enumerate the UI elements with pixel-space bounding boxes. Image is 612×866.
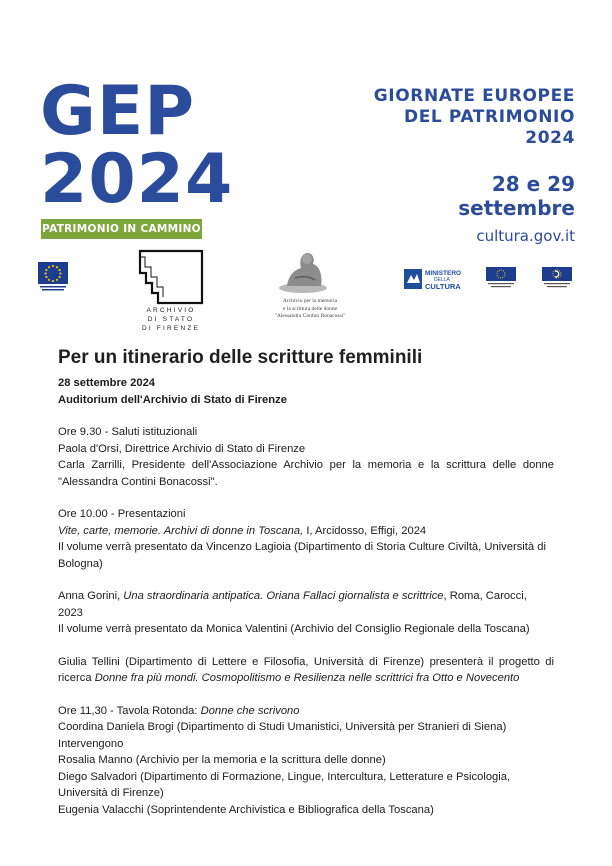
- dates-line-1: 28 e 29: [491, 172, 575, 196]
- series-title-line-2: DEL PATRIMONIO: [404, 107, 575, 127]
- series-title-line-3: 2024: [525, 128, 575, 148]
- event-series-title: [374, 86, 575, 149]
- archivio-stato-firenze-logo-icon: [137, 248, 205, 306]
- event-date: 28 settembre 2024: [58, 377, 156, 389]
- book-2-author: Anna Gorini,: [58, 590, 124, 602]
- session-1-speaker-2: Carla Zarrilli, Presidente dell'Associazione Archivio per la memoria e la scrittura delle donne "Alessandra Contini Bonacossi".: [58, 459, 554, 488]
- ministero-line-3: CULTURA: [425, 282, 461, 291]
- council-of-europe-icon: [542, 267, 572, 289]
- roundtable-title: Donne che scrivono: [200, 704, 300, 717]
- event-title: Per un itinerario delle scritture femminili: [58, 347, 423, 368]
- amsd-caption-line-3: "Alessandra Contini Bonacossi": [274, 313, 346, 319]
- gep-year: 2024: [40, 140, 234, 219]
- roundtable-participant-2: Diego Salvadori (Dipartimento di Formazione, Lingue, Intercultura, Letterature e Psicologia, Università di Firenze): [58, 770, 511, 799]
- amsd-caption-line-2: e la scrittura delle donne: [282, 305, 338, 312]
- research-project-title: Donne fra più mondi. Cosmopolitismo e Resilienza nelle scrittrici fra Otto e Novecento: [94, 672, 520, 684]
- theme-badge: PATRIMONIO IN CAMMINO: [41, 219, 202, 239]
- amsd-caption-line-1: Archivio per la memoria: [282, 298, 338, 304]
- asf-caption-line-3: DI FIRENZE: [141, 325, 201, 332]
- ministero-cultura-logo: [404, 267, 476, 291]
- book-1-title: Vite, carte, memorie. Archivi di donne in Toscana,: [58, 524, 304, 537]
- archivio-memoria-caption: [250, 298, 370, 321]
- research-project-intro: Giulia Tellini (Dipartimento di Lettere e Filosofia, Università di Firenze) presenterà il progetto di ricerca: [58, 655, 554, 684]
- event-venue: Auditorium dell'Archivio di Stato di Firenze: [58, 393, 287, 406]
- roundtable-coordinator: Coordina Daniela Brogi (Dipartimento di Studi Umanistici, Università per Stranieri di Siena): [58, 721, 507, 733]
- eu-flag-icon: [486, 267, 516, 289]
- book-2-title: Una straordinaria antipatica. Oriana Fallaci giornalista e scrittrice: [123, 590, 444, 602]
- asf-caption-line-2: DI STATO: [147, 316, 195, 323]
- gep-word: GEP: [40, 72, 196, 151]
- writing-woman-sculpture-icon: [277, 248, 329, 294]
- session-1-time: Ore 9.30 - Saluti istituzionali: [58, 426, 198, 438]
- book-1-reference: [58, 523, 554, 540]
- ministero-line-2: DELLA: [434, 277, 450, 283]
- asf-caption-line-1: ARCHIVIO: [146, 307, 196, 314]
- book-1-publisher: I, Arcidosso, Effigi, 2024: [303, 524, 427, 537]
- book-1-presenter: Il volume verrà presentato da Vincenzo Lagioia (Dipartimento di Storia Culture Civiltà, Università di Bologna): [58, 541, 546, 570]
- eu-logo-icon: [38, 262, 68, 292]
- program-content: [58, 375, 554, 818]
- dates-line-2: settembre: [458, 196, 575, 220]
- gep-logo-text: [40, 72, 234, 219]
- roundtable-intervengono: Intervengono: [58, 737, 124, 750]
- book-2-publisher: , Roma, Carocci, 2023: [58, 590, 527, 619]
- session-2-time: Ore 10.00 - Presentazioni: [58, 508, 186, 520]
- roundtable-participant-1: Rosalia Manno (Archivio per la memoria e la scrittura delle donne): [58, 754, 386, 766]
- series-title-line-1: GIORNATE EUROPEE: [373, 86, 575, 106]
- ministero-line-1: MINISTERO: [425, 270, 462, 277]
- session-3-label: Ore 11,30 - Tavola Rotonda:: [58, 704, 201, 717]
- book-2-reference: [58, 588, 554, 621]
- book-2-presenter: Il volume verrà presentato da Monica Valentini (Archivio del Consiglio Regionale della Toscana): [58, 623, 530, 635]
- event-dates: [458, 172, 575, 220]
- research-project: [58, 654, 554, 687]
- session-1-speaker-1: Paola d'Orsi, Direttrice Archivio di Stato di Firenze: [58, 442, 306, 455]
- website-link[interactable]: cultura.gov.it: [476, 227, 575, 245]
- session-3-time: [58, 703, 554, 720]
- archivio-stato-firenze-caption: [135, 306, 207, 333]
- roundtable-participant-3: Eugenia Valacchi (Soprintendente Archivistica e Bibliografica della Toscana): [58, 803, 434, 816]
